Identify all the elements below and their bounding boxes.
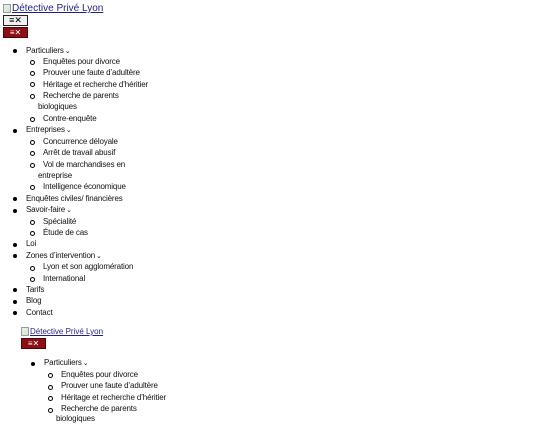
mobile-submenu-item[interactable]: Prouver une faute d’adultère bbox=[61, 381, 158, 390]
chevron-down-icon: ⌄ bbox=[64, 48, 71, 55]
chevron-down-icon: ⌄ bbox=[66, 207, 72, 214]
mobile-submenu-item[interactable]: Enquêtes pour divorce bbox=[61, 370, 138, 379]
menu-item-contact[interactable]: Contact bbox=[26, 308, 53, 317]
menu-item-loi[interactable]: Loi bbox=[26, 239, 37, 248]
menu-item-label: Particuliers bbox=[44, 358, 82, 367]
menu-item-enquetes-civiles[interactable]: Enquêtes civiles/ financières bbox=[26, 194, 123, 203]
bullet bbox=[30, 185, 35, 190]
bullet bbox=[30, 231, 35, 236]
bullet bbox=[13, 300, 17, 304]
mobile-menu-close-button[interactable]: ≡✕ bbox=[21, 338, 46, 349]
submenu-item[interactable]: Lyon et son agglomération bbox=[43, 262, 134, 271]
menu-item-label: Particuliers bbox=[26, 46, 64, 55]
mobile-site-logo[interactable] bbox=[21, 327, 103, 336]
menu-item-tarifs[interactable]: Tarifs bbox=[26, 285, 45, 294]
submenu-item-continued[interactable]: entreprise bbox=[38, 171, 73, 180]
chevron-down-icon: ⌄ bbox=[82, 360, 89, 367]
mobile-submenu-item[interactable]: Recherche de parents bbox=[61, 404, 137, 413]
submenu-item[interactable]: Arrêt de travail abusif bbox=[43, 148, 116, 157]
bullet bbox=[30, 60, 35, 65]
bullet bbox=[30, 151, 35, 156]
bullet bbox=[13, 243, 17, 247]
bullet bbox=[48, 385, 53, 390]
submenu-item[interactable]: Contre-enquête bbox=[43, 114, 97, 123]
submenu-item[interactable]: Recherche de parents bbox=[43, 91, 119, 100]
logo-alt-text: Détective Privé Lyon bbox=[30, 327, 104, 336]
bullet bbox=[30, 163, 35, 168]
bullet bbox=[13, 129, 17, 133]
submenu-item[interactable]: Intelligence économique bbox=[43, 182, 126, 191]
bullet bbox=[30, 266, 35, 271]
broken-image-icon bbox=[3, 4, 11, 13]
bullet bbox=[48, 408, 53, 413]
bullet bbox=[13, 197, 17, 201]
bullet bbox=[13, 209, 17, 213]
broken-image-icon bbox=[21, 327, 29, 336]
menu-toggle-button[interactable]: ≡✕ bbox=[3, 15, 28, 26]
chevron-down-icon: ⌄ bbox=[65, 127, 72, 134]
submenu-item[interactable]: Spécialité bbox=[43, 217, 77, 226]
submenu-item[interactable]: Héritage et recherche d’héritier bbox=[43, 80, 149, 89]
menu-item-label: Entreprises bbox=[26, 125, 65, 134]
bullet bbox=[30, 140, 35, 145]
bullet bbox=[30, 71, 35, 76]
menu-close-button[interactable]: ≡✕ bbox=[3, 27, 28, 38]
site-logo[interactable] bbox=[3, 3, 103, 14]
menu-item-entreprises[interactable] bbox=[26, 125, 72, 136]
menu-item-label: Zones d’intervention bbox=[26, 251, 96, 260]
bullet bbox=[48, 396, 53, 401]
menu-item-particuliers[interactable] bbox=[26, 46, 71, 57]
submenu-item-continued[interactable]: biologiques bbox=[38, 102, 77, 111]
bullet bbox=[48, 373, 53, 378]
menu-item-zones[interactable] bbox=[26, 251, 102, 262]
bullet bbox=[31, 362, 35, 366]
menu-item-label: Savoir-faire bbox=[26, 205, 66, 214]
logo-alt-text: Détective Privé Lyon bbox=[12, 3, 104, 14]
bullet bbox=[13, 49, 17, 53]
submenu-item[interactable]: International bbox=[43, 274, 86, 283]
bullet bbox=[30, 94, 35, 99]
chevron-down-icon: ⌄ bbox=[96, 253, 102, 260]
bullet bbox=[30, 277, 35, 282]
mobile-submenu-item[interactable]: Héritage et recherche d’héritier bbox=[61, 393, 167, 402]
bullet bbox=[13, 254, 17, 258]
submenu-item[interactable]: Prouver une faute d’adultère bbox=[43, 68, 140, 77]
bullet bbox=[30, 220, 35, 225]
submenu-item[interactable]: Vol de marchandises en bbox=[43, 160, 126, 169]
submenu-item[interactable]: Enquêtes pour divorce bbox=[43, 57, 120, 66]
menu-item-blog[interactable]: Blog bbox=[26, 296, 42, 305]
bullet bbox=[30, 82, 35, 87]
menu-item-savoir-faire[interactable] bbox=[26, 205, 72, 216]
bullet bbox=[13, 311, 17, 315]
mobile-submenu-item-continued[interactable]: biologiques bbox=[56, 414, 95, 423]
bullet bbox=[13, 288, 17, 292]
submenu-item[interactable]: Concurrence déloyale bbox=[43, 137, 118, 146]
mobile-menu-item-particuliers[interactable] bbox=[44, 358, 89, 369]
submenu-item[interactable]: Étude de cas bbox=[43, 228, 88, 237]
bullet bbox=[30, 117, 35, 122]
